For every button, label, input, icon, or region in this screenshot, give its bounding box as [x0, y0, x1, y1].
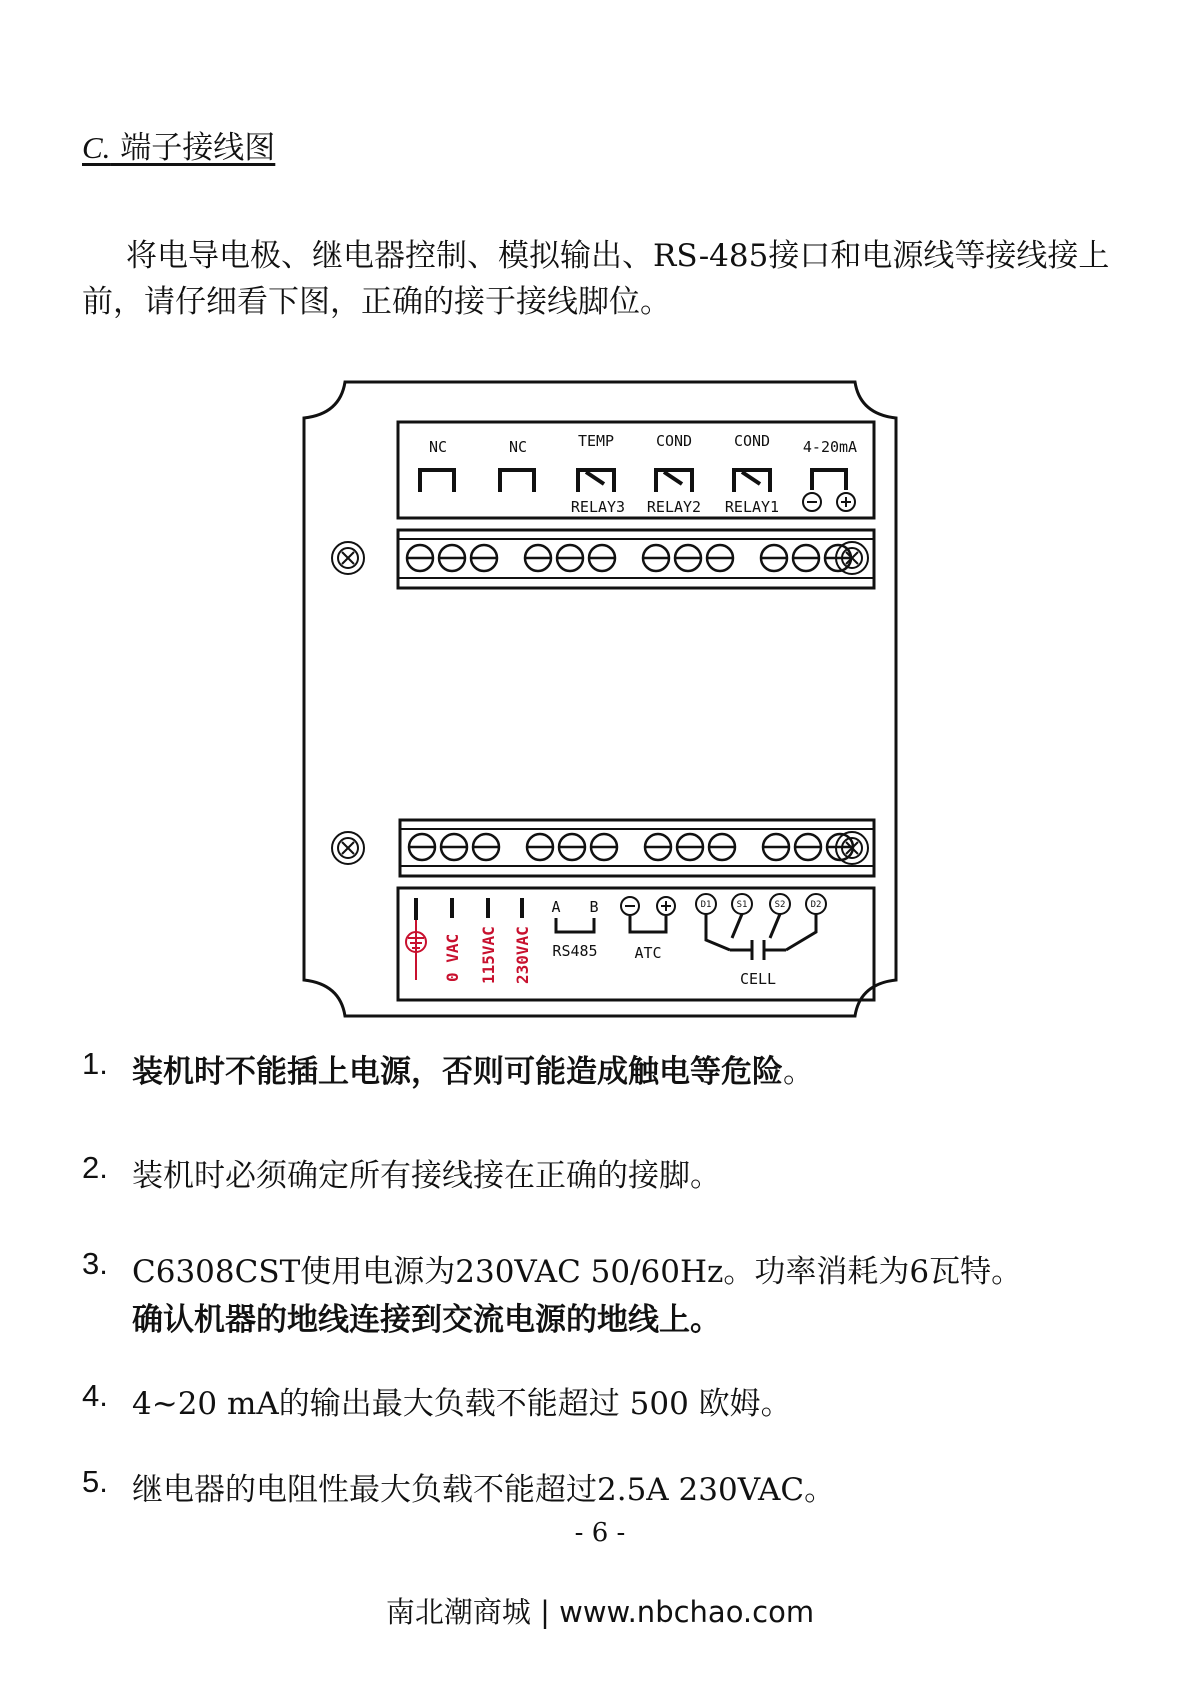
label-cond-2: COND: [733, 432, 771, 450]
page-number: - 6 -: [574, 1518, 626, 1548]
top-symbols: [420, 470, 846, 492]
cell-pin-labels: [701, 900, 822, 910]
rs485-pin-a: A: [551, 898, 561, 916]
cell-label: CELL: [739, 970, 777, 988]
note-tail: 。: [783, 1054, 814, 1090]
label-cond-1: COND: [655, 432, 693, 450]
rs485-group: [551, 898, 598, 960]
lower-screws: [409, 834, 853, 860]
note-number: 3.: [82, 1246, 108, 1281]
note-text: C6308CST使用电源为230VAC 50/60Hz。功率消耗为6瓦特。: [132, 1254, 1023, 1290]
mount-screw-bottom-left: [332, 832, 364, 864]
footer-watermark: 南北潮商城 | www.nbchao.com: [385, 1595, 815, 1629]
upper-screws: [407, 545, 851, 571]
enclosure-outline: [304, 382, 896, 1016]
atc-group: [621, 897, 675, 932]
note-text: 装机时不能插上电源，否则可能造成触电等危险: [132, 1054, 783, 1090]
svg-text:S2: S2: [774, 900, 786, 910]
svg-text:S1: S1: [736, 900, 748, 910]
section-heading: [82, 122, 275, 167]
mount-screw-top-left: [332, 542, 364, 574]
relay1-symbol: [734, 470, 770, 492]
rs485-pin-b: B: [589, 898, 599, 916]
mounting-screws: [332, 542, 868, 864]
rs485-label: RS485: [552, 942, 598, 960]
note-text: 装机时必须确定所有接线接在正确的接脚。: [132, 1158, 721, 1194]
intro-paragraph: 将电导电极、继电器控制、模拟输出、RS-485接口和电源线等接线接上前，请仔细看下图，正确的接于接线脚位。: [82, 238, 1110, 320]
power-labels: [443, 926, 532, 984]
svg-text:D1: D1: [700, 900, 712, 910]
atc-label: ATC: [634, 944, 662, 962]
label-temp: TEMP: [577, 432, 615, 450]
nc-symbol-2: [500, 470, 534, 492]
note-number: 5.: [82, 1464, 108, 1499]
note-number: 4.: [82, 1378, 108, 1413]
note-number: 2.: [82, 1150, 108, 1185]
analog-out-symbol: [812, 470, 846, 490]
relay2-symbol: [656, 470, 692, 492]
ground-symbol: [406, 920, 426, 980]
terminal-wiring-diagram: [300, 380, 920, 1030]
label-4-20ma: 4-20mA: [802, 438, 858, 456]
note-text-bold: 确认机器的地线连接到交流电源的地线上。: [132, 1302, 721, 1338]
label-0vac: 0 VAC: [443, 933, 462, 982]
power-pins: [416, 898, 522, 920]
label-relay1: RELAY1: [724, 498, 780, 516]
analog-polarity: [803, 493, 855, 511]
cell-group: [696, 894, 826, 960]
label-relay3: RELAY3: [570, 498, 626, 516]
label-230vac: 230VAC: [513, 926, 532, 984]
nc-symbol-1: [420, 470, 454, 492]
note-text: 4~20 mA的输出最大负载不能超过 500 欧姆。: [132, 1386, 792, 1422]
section-letter: C.: [82, 130, 111, 165]
top-labels: [429, 432, 857, 516]
relay3-symbol: [578, 470, 614, 492]
label-relay2: RELAY2: [646, 498, 702, 516]
label-nc-1: NC: [428, 438, 448, 456]
note-text: 继电器的电阻性最大负载不能超过2.5A 230VAC。: [132, 1472, 836, 1508]
label-115vac: 115VAC: [479, 926, 498, 984]
label-nc-2: NC: [508, 438, 528, 456]
svg-text:D2: D2: [810, 900, 822, 910]
note-number: 1.: [82, 1046, 108, 1081]
section-title: 端子接线图: [110, 130, 276, 166]
